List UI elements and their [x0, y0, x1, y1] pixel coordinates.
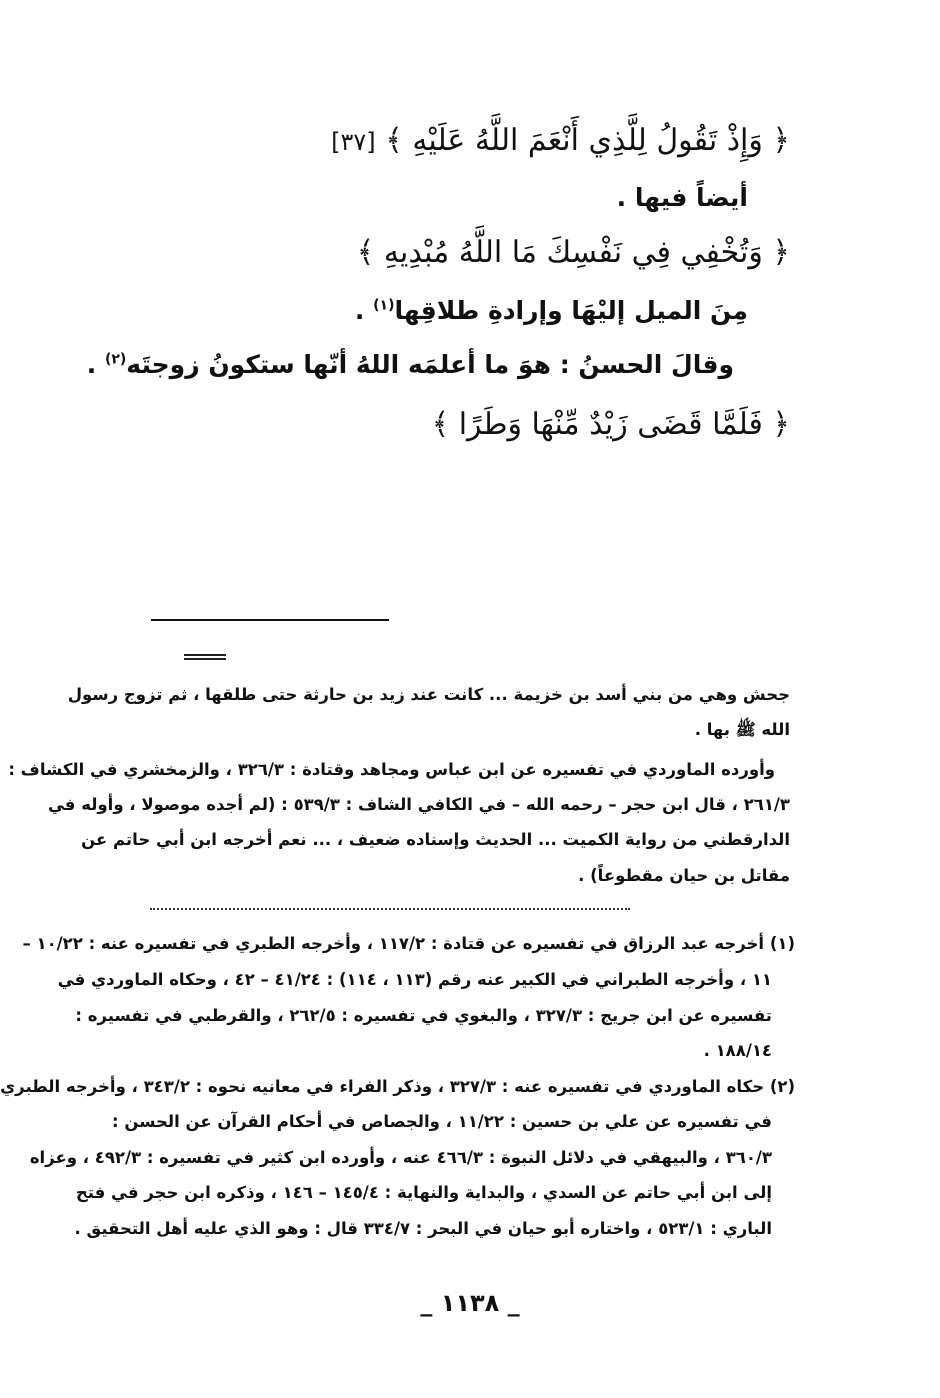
footnote-line: (٢) حكاه الماوردي في تفسيره عنه : ٣٢٧/٣ ، وذكر الفراء في معانيه نحوه : ٣٤٣/٢ ، وأخرجه الطبري — [0, 1077, 795, 1096]
text-content: وقالَ الحسنُ : هوَ ما أعلمَه اللهُ أنّها ستكونُ زوجتَه — [126, 350, 734, 379]
dotted-separator — [150, 908, 630, 910]
text-end: . — [86, 350, 97, 379]
double-separator — [184, 654, 226, 660]
separator-line — [151, 619, 389, 621]
verse-text: ﴿ وَإِذْ تَقُولُ لِلَّذِي أَنْعَمَ اللَّهُ عَلَيْهِ ﴾ — [385, 123, 790, 158]
footnote-line: تفسيره عن ابن جريج : ٣٢٧/٣ ، والبغوي في تفسيره : ٢٦٢/٥ ، والقرطبي في تفسيره : — [75, 1006, 772, 1025]
text-line-2 — [355, 296, 748, 325]
verse-line-3: ﴿ فَلَمَّا قَضَى زَيْدٌ مِّنْهَا وَطَرًا ﴾ — [431, 407, 790, 442]
footnote-line: جحش وهي من بني أسد بن خزيمة ... كانت عند زيد بن حارثة حتى طلقها ، ثم تزوج رسول — [67, 685, 790, 704]
footnote-line: في تفسيره عن علي بن حسين : ١١/٢٢ ، والجصاص في أحكام القرآن عن الحسن : — [112, 1112, 772, 1131]
footnote-ref-2: (٢) — [104, 351, 127, 368]
footnote-line: الدارقطني من رواية الكميت ... الحديث وإسناده ضعيف ، ... نعم أخرجه ابن أبي حاتم عن — [81, 830, 790, 849]
verse-number: [٣٧] — [331, 128, 376, 156]
text-end: . — [354, 296, 365, 325]
verse-line-1 — [331, 123, 790, 158]
footnote-line: مقاتل بن حيان مقطوعاً) . — [578, 866, 790, 885]
verse-line-2: ﴿ وَتُخْفِي فِي نَفْسِكَ مَا اللَّهُ مُبْدِيهِ ﴾ — [356, 235, 790, 270]
footnote-line: ٣٦٠/٣ ، والبيهقي في دلائل النبوة : ٤٦٦/٣ عنه ، وأورده ابن كثير في تفسيره : ٤٩٢/٣ ، وعزاه — [29, 1148, 772, 1167]
footnote-ref-1: (١) — [373, 297, 395, 314]
text-line-3 — [87, 350, 734, 379]
footnote-line: ٢٦١/٣ ، قال ابن حجر – رحمه الله – في الكافي الشاف : ٥٣٩/٣ : (لم أجده موصولا ، وأوله في — [47, 795, 790, 814]
text-content: مِنَ الميل إليْهَا وإرادةِ طلاقِها — [394, 296, 748, 325]
footnote-line: وأورده الماوردي في تفسيره عن ابن عباس ومجاهد وقتادة : ٣٢٦/٣ ، والزمخشري في الكشاف : — [8, 760, 775, 779]
footnote-line: (١) أخرجه عبد الرزاق في تفسيره عن قتادة : ١١٧/٢ ، وأخرجه الطبري في تفسيره عنه : ١٠/٢٢ – — [22, 934, 795, 953]
page-number: _ ١١٣٨ _ — [420, 1289, 520, 1317]
footnote-line: الباري : ٥٢٣/١ ، واختاره أبو حيان في البحر : ٣٣٤/٧ قال : وهو الذي عليه أهل التحقيق . — [74, 1219, 772, 1238]
text-line-1: أيضاً فيها . — [616, 183, 748, 212]
footnote-line: الله ﷺ بها . — [694, 720, 790, 739]
footnote-line: ١١ ، وأخرجه الطبراني في الكبير عنه رقم (١١٣ ، ١١٤) : ٤١/٢٤ – ٤٢ ، وحكاه الماوردي في — [57, 970, 772, 989]
footnote-line: ١٨٨/١٤ . — [703, 1041, 772, 1060]
footnote-line: إلى ابن أبي حاتم عن السدي ، والبداية والنهاية : ١٤٥/٤ – ١٤٦ ، وذكره ابن حجر في فتح — [75, 1183, 772, 1202]
